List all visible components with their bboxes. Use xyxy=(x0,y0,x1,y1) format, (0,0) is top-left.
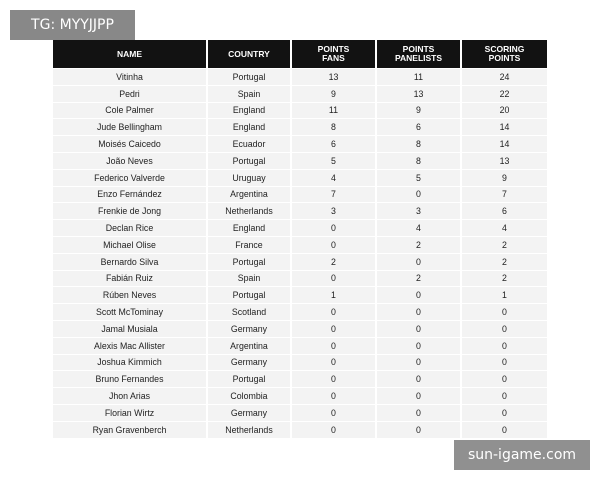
cell-scoring-points: 20 xyxy=(461,102,547,119)
cell-name: Rúben Neves xyxy=(53,287,207,304)
table-row xyxy=(53,287,547,304)
table-row xyxy=(53,270,547,287)
header-points-fans: POINTS FANS xyxy=(291,40,376,69)
cell-points-panelists: 11 xyxy=(376,69,461,86)
header-name: NAME xyxy=(53,40,207,69)
cell-country: Germany xyxy=(207,404,291,421)
cell-points-fans: 0 xyxy=(291,320,376,337)
table-row xyxy=(53,85,547,102)
cell-points-panelists: 0 xyxy=(376,388,461,405)
table-body xyxy=(53,69,547,438)
cell-name: Fabián Ruiz xyxy=(53,270,207,287)
cell-points-fans: 0 xyxy=(291,337,376,354)
cell-points-panelists: 0 xyxy=(376,186,461,203)
cell-points-fans: 5 xyxy=(291,152,376,169)
cell-name: Florian Wirtz xyxy=(53,404,207,421)
cell-scoring-points: 6 xyxy=(461,203,547,220)
table-row xyxy=(53,304,547,321)
cell-name: Joshua Kimmich xyxy=(53,354,207,371)
cell-scoring-points: 0 xyxy=(461,304,547,321)
cell-scoring-points: 0 xyxy=(461,388,547,405)
cell-name: Frenkie de Jong xyxy=(53,203,207,220)
cell-points-fans: 11 xyxy=(291,102,376,119)
cell-points-panelists: 9 xyxy=(376,102,461,119)
cell-points-fans: 2 xyxy=(291,253,376,270)
cell-name: Enzo Fernández xyxy=(53,186,207,203)
cell-points-fans: 0 xyxy=(291,220,376,237)
cell-name: Jamal Musiala xyxy=(53,320,207,337)
cell-name: Bruno Fernandes xyxy=(53,371,207,388)
watermark-top: TG: MYYJJPP xyxy=(10,10,135,40)
table-row xyxy=(53,169,547,186)
cell-points-fans: 0 xyxy=(291,388,376,405)
cell-points-panelists: 2 xyxy=(376,236,461,253)
cell-name: Jhon Arias xyxy=(53,388,207,405)
table-row xyxy=(53,102,547,119)
cell-points-panelists: 0 xyxy=(376,404,461,421)
header-scoring-points: SCORING POINTS xyxy=(461,40,547,69)
table-row xyxy=(53,337,547,354)
cell-scoring-points: 0 xyxy=(461,421,547,437)
cell-scoring-points: 9 xyxy=(461,169,547,186)
table-row xyxy=(53,253,547,270)
cell-country: Netherlands xyxy=(207,203,291,220)
cell-country: Colombia xyxy=(207,388,291,405)
cell-points-fans: 4 xyxy=(291,169,376,186)
cell-scoring-points: 0 xyxy=(461,354,547,371)
cell-name: Alexis Mac Allister xyxy=(53,337,207,354)
cell-name: Ryan Gravenberch xyxy=(53,421,207,437)
cell-points-panelists: 0 xyxy=(376,253,461,270)
cell-points-panelists: 8 xyxy=(376,152,461,169)
cell-scoring-points: 0 xyxy=(461,404,547,421)
cell-points-panelists: 0 xyxy=(376,421,461,437)
table-row xyxy=(53,421,547,437)
cell-points-fans: 0 xyxy=(291,270,376,287)
cell-points-panelists: 2 xyxy=(376,270,461,287)
table-row xyxy=(53,320,547,337)
cell-points-panelists: 5 xyxy=(376,169,461,186)
cell-country: Uruguay xyxy=(207,169,291,186)
watermark-bottom: sun-igame.com xyxy=(454,440,590,470)
cell-scoring-points: 14 xyxy=(461,136,547,153)
cell-points-fans: 6 xyxy=(291,136,376,153)
cell-name: Vitinha xyxy=(53,69,207,86)
cell-points-fans: 8 xyxy=(291,119,376,136)
cell-scoring-points: 0 xyxy=(461,337,547,354)
cell-country: Argentina xyxy=(207,337,291,354)
table-row xyxy=(53,354,547,371)
cell-scoring-points: 13 xyxy=(461,152,547,169)
table-row xyxy=(53,203,547,220)
cell-name: Scott McTominay xyxy=(53,304,207,321)
cell-name: Moisés Caicedo xyxy=(53,136,207,153)
cell-country: Germany xyxy=(207,320,291,337)
table-row xyxy=(53,388,547,405)
cell-country: France xyxy=(207,236,291,253)
cell-points-panelists: 3 xyxy=(376,203,461,220)
table-row xyxy=(53,236,547,253)
cell-points-fans: 7 xyxy=(291,186,376,203)
cell-country: Netherlands xyxy=(207,421,291,437)
table-row xyxy=(53,220,547,237)
cell-scoring-points: 7 xyxy=(461,186,547,203)
cell-country: Ecuador xyxy=(207,136,291,153)
cell-name: Cole Palmer xyxy=(53,102,207,119)
cell-scoring-points: 4 xyxy=(461,220,547,237)
table-row xyxy=(53,136,547,153)
cell-scoring-points: 24 xyxy=(461,69,547,86)
cell-points-fans: 0 xyxy=(291,371,376,388)
cell-points-panelists: 0 xyxy=(376,320,461,337)
cell-country: Portugal xyxy=(207,287,291,304)
cell-country: Argentina xyxy=(207,186,291,203)
cell-points-fans: 9 xyxy=(291,85,376,102)
cell-points-fans: 13 xyxy=(291,69,376,86)
cell-points-fans: 0 xyxy=(291,236,376,253)
table-row xyxy=(53,371,547,388)
cell-country: Portugal xyxy=(207,152,291,169)
cell-country: England xyxy=(207,102,291,119)
cell-country: England xyxy=(207,220,291,237)
cell-country: Germany xyxy=(207,354,291,371)
cell-points-fans: 0 xyxy=(291,421,376,437)
cell-country: Spain xyxy=(207,270,291,287)
cell-country: Portugal xyxy=(207,371,291,388)
cell-scoring-points: 0 xyxy=(461,371,547,388)
cell-points-panelists: 0 xyxy=(376,304,461,321)
header-points-panelists: POINTS PANELISTS xyxy=(376,40,461,69)
cell-name: João Neves xyxy=(53,152,207,169)
cell-name: Bernardo Silva xyxy=(53,253,207,270)
cell-points-panelists: 0 xyxy=(376,337,461,354)
cell-country: Scotland xyxy=(207,304,291,321)
cell-points-panelists: 4 xyxy=(376,220,461,237)
cell-name: Jude Bellingham xyxy=(53,119,207,136)
cell-country: Portugal xyxy=(207,253,291,270)
table-row xyxy=(53,404,547,421)
cell-name: Federico Valverde xyxy=(53,169,207,186)
cell-points-panelists: 8 xyxy=(376,136,461,153)
cell-points-fans: 3 xyxy=(291,203,376,220)
cell-scoring-points: 1 xyxy=(461,287,547,304)
cell-name: Michael Olise xyxy=(53,236,207,253)
cell-points-panelists: 0 xyxy=(376,287,461,304)
cell-points-fans: 0 xyxy=(291,304,376,321)
cell-points-panelists: 13 xyxy=(376,85,461,102)
cell-points-fans: 0 xyxy=(291,354,376,371)
cell-country: Spain xyxy=(207,85,291,102)
header-country: COUNTRY xyxy=(207,40,291,69)
cell-scoring-points: 2 xyxy=(461,270,547,287)
table-row xyxy=(53,152,547,169)
cell-name: Pedri xyxy=(53,85,207,102)
cell-points-panelists: 0 xyxy=(376,371,461,388)
cell-points-panelists: 0 xyxy=(376,354,461,371)
cell-points-fans: 1 xyxy=(291,287,376,304)
points-table xyxy=(53,40,547,438)
cell-scoring-points: 14 xyxy=(461,119,547,136)
cell-name: Declan Rice xyxy=(53,220,207,237)
table-row xyxy=(53,119,547,136)
cell-scoring-points: 2 xyxy=(461,236,547,253)
cell-country: Portugal xyxy=(207,69,291,86)
cell-scoring-points: 0 xyxy=(461,320,547,337)
table-row xyxy=(53,186,547,203)
cell-country: England xyxy=(207,119,291,136)
table-row xyxy=(53,69,547,86)
cell-scoring-points: 22 xyxy=(461,85,547,102)
cell-points-panelists: 6 xyxy=(376,119,461,136)
cell-points-fans: 0 xyxy=(291,404,376,421)
cell-scoring-points: 2 xyxy=(461,253,547,270)
table-header xyxy=(53,40,547,69)
